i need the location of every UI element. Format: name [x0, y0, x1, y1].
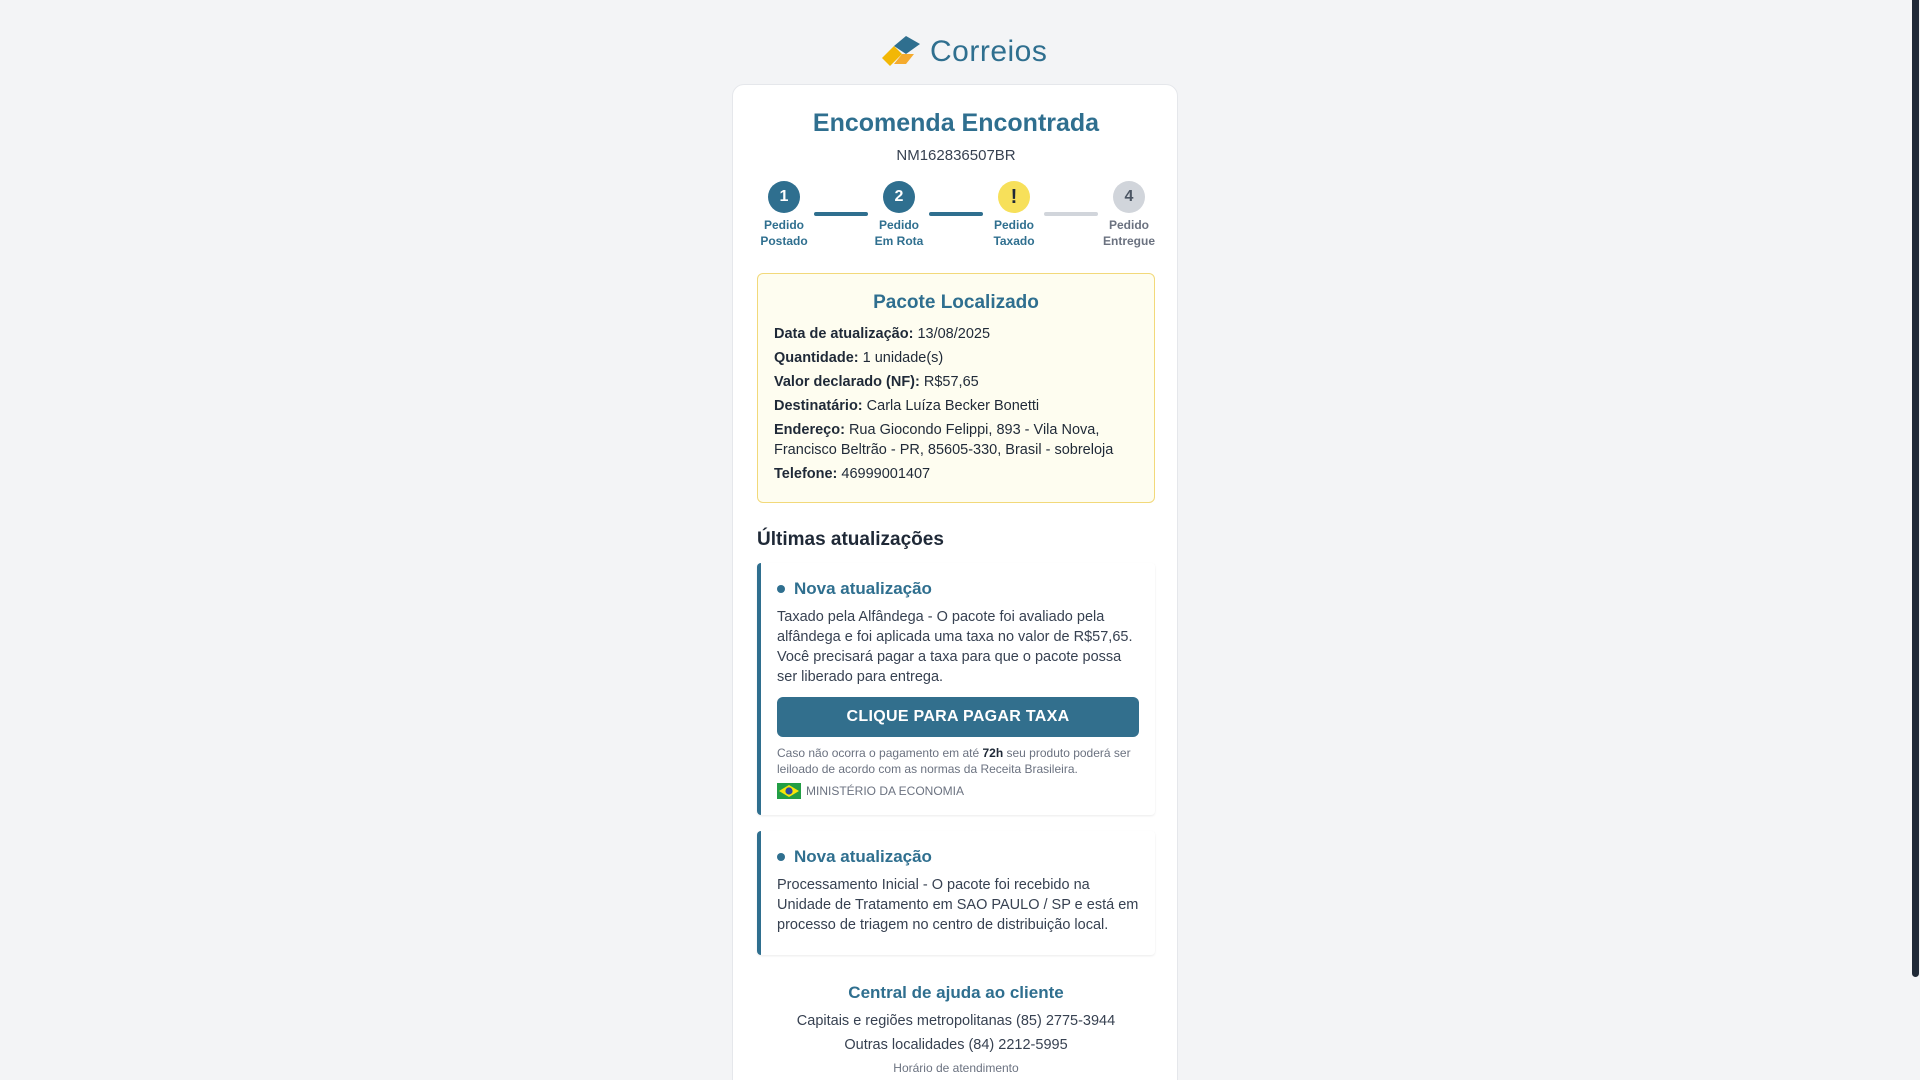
step-label: Pedido Em Rota [874, 218, 924, 248]
step-label: Pedido Postado [760, 218, 808, 248]
step-taxed [979, 181, 1049, 249]
update-text: Processamento Inicial - O pacote foi recebido na Unidade de Tratamento em SAO PAULO / SP e está em processo de triagem no centro de distribuição local. [777, 877, 1139, 933]
package-row-recipient: Destinatário: Carla Luíza Becker Bonetti [774, 398, 1040, 414]
step-connector [814, 212, 868, 216]
package-row-quantity: Quantidade: 1 unidade(s) [774, 350, 944, 366]
step-posted [749, 181, 819, 249]
package-row-address: Endereço: Rua Giocondo Felippi, 893 - Vila Nova, Francisco Beltrão - PR, 85605-330, Brasil - sobreloja [774, 422, 1114, 458]
package-row-declared-value: Valor declarado (NF): R$57,65 [774, 374, 979, 390]
brazil-flag-icon [777, 783, 801, 799]
update-head [777, 847, 1139, 867]
step-connector [1044, 212, 1098, 216]
package-row-date: Data de atualização: 13/08/2025 [774, 326, 991, 342]
step-label: Pedido Taxado [993, 218, 1035, 248]
ministry-label: MINISTÉRIO DA ECONOMIA [777, 783, 1139, 799]
step-marker: 1 [768, 181, 800, 213]
page-title: Encomenda Encontrada [812, 109, 1100, 137]
tracking-card [732, 84, 1178, 1080]
update-item-taxed [757, 563, 1155, 815]
bullet-icon [777, 585, 785, 593]
payment-notice: Caso não ocorra o pagamento em até 72h seu produto poderá ser leiloado de acordo com as normas da Receita Brasileira. [777, 746, 1131, 776]
step-connector [929, 212, 983, 216]
logo-text: Correios [930, 35, 1048, 68]
help-phone-capitals: Capitais e regiões metropolitanas (85) 2775-3944 [796, 1013, 1116, 1029]
correios-logo-icon [880, 36, 924, 68]
correios-logo [880, 33, 1047, 71]
update-text: Taxado pela Alfândega - O pacote foi avaliado pela alfândega e foi aplicada uma taxa no valor de R$57,65. Você precisará pagar a taxa para que o pacote possa ser liberado para entrega. [777, 609, 1133, 685]
update-title: Nova atualização [794, 847, 932, 866]
package-row-phone: Telefone: 46999001407 [774, 466, 931, 482]
update-title: Nova atualização [794, 579, 932, 598]
package-info-box [757, 273, 1155, 503]
bullet-icon [777, 853, 785, 861]
help-hours-label: Horário de atendimento [893, 1061, 1019, 1075]
step-marker: 4 [1113, 181, 1145, 213]
step-marker: 2 [883, 181, 915, 213]
package-title: Pacote Localizado [873, 292, 1039, 313]
scrollbar-thumb[interactable] [1912, 0, 1919, 977]
tracking-code: NM162836507BR [896, 147, 1016, 164]
step-in-route [864, 181, 934, 249]
help-center-title: Central de ajuda ao cliente [848, 983, 1064, 1002]
update-head [777, 579, 1139, 599]
step-label: Pedido Entregue [1102, 218, 1155, 248]
pay-tax-button[interactable]: CLIQUE PARA PAGAR TAXA [777, 697, 1139, 737]
step-delivered [1094, 181, 1164, 249]
update-item-processing [757, 831, 1155, 955]
alert-icon: ! [998, 181, 1030, 213]
help-phone-other: Outras localidades (84) 2212-5995 [844, 1037, 1068, 1053]
updates-title: Últimas atualizações [757, 529, 944, 550]
